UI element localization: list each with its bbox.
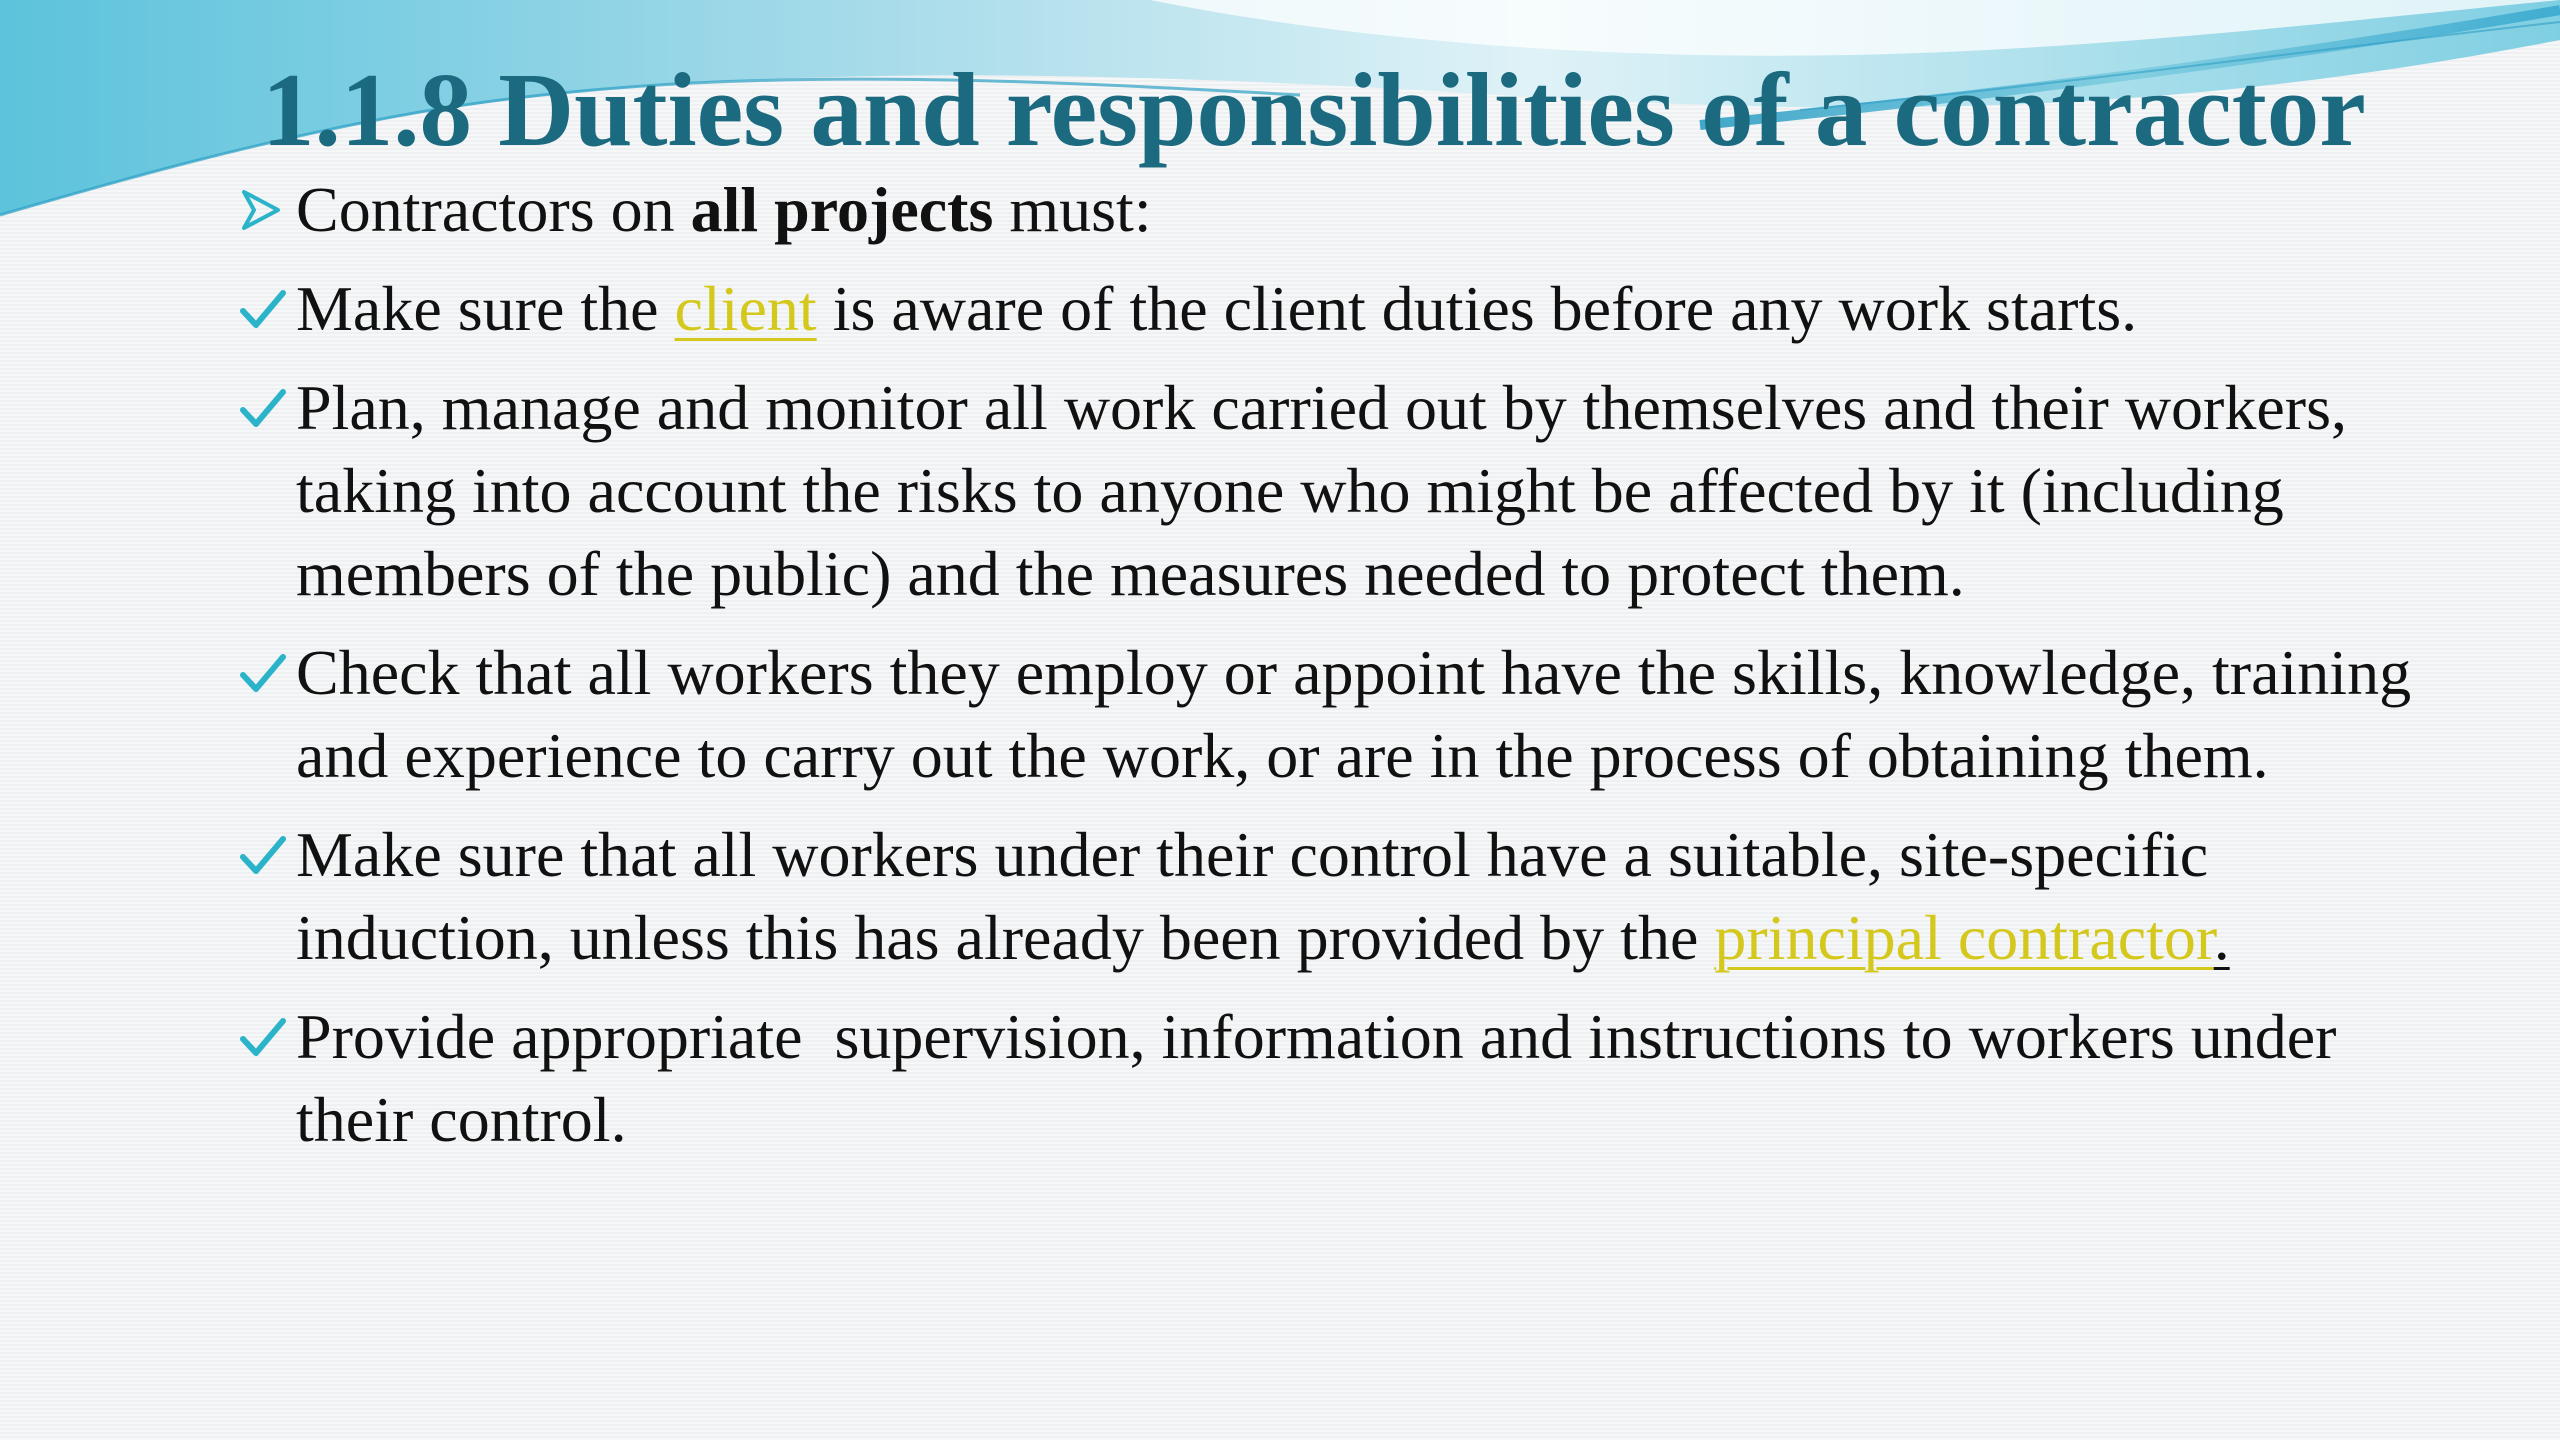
bullet-list	[240, 168, 2420, 1177]
list-item	[240, 813, 2420, 979]
item-text-before: Make sure the	[296, 273, 675, 344]
intro-line	[240, 168, 2420, 251]
checkmark-icon	[240, 267, 290, 350]
arrow-bullet-icon	[240, 168, 290, 251]
checkmark-icon	[240, 366, 290, 449]
item-text-after: is aware of the client duties before any work starts.	[816, 273, 2138, 344]
intro-bold-text: all projects	[690, 174, 994, 245]
intro-text-before: Contractors on	[296, 174, 691, 245]
list-item	[240, 267, 2420, 350]
list-item	[240, 631, 2420, 797]
item-text-before: Make sure that all workers under their control have a suitable, site-specific induction, unless this has already been provided by the	[296, 819, 2209, 973]
list-item	[240, 995, 2420, 1161]
slide-title: 1.1.8 Duties and responsibilities of a contractor	[262, 51, 2366, 168]
checkmark-icon	[240, 631, 290, 714]
item-text-after: .	[2213, 902, 2230, 973]
checkmark-icon	[240, 995, 290, 1078]
client-link[interactable]: client	[674, 273, 817, 344]
item-text: Check that all workers they employ or appoint have the skills, knowledge, training and experience to carry out the work, or are in the process of obtaining them.	[296, 637, 2412, 791]
item-text: Plan, manage and monitor all work carried out by themselves and their workers, taking into account the risks to anyone who might be affected by it (including members of the public) and the measures needed to protect them.	[296, 372, 2347, 609]
intro-text-after: must:	[993, 174, 1152, 245]
list-item	[240, 366, 2420, 615]
item-text: Provide appropriate supervision, information and instructions to workers under their control.	[296, 1001, 2353, 1155]
principal-contractor-link[interactable]: principal contractor	[1714, 902, 2214, 973]
checkmark-icon	[240, 813, 290, 896]
